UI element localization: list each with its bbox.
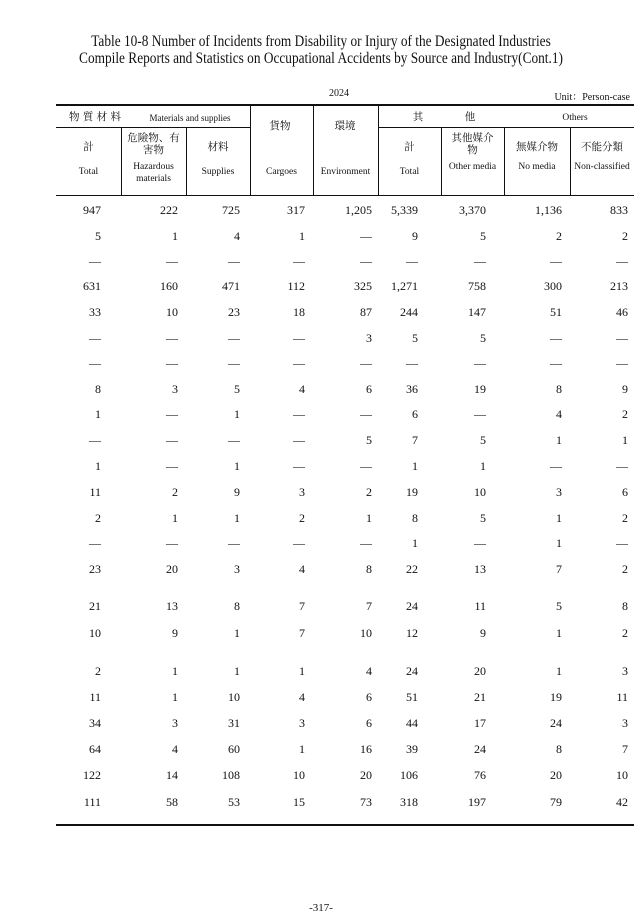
table-cell: 8	[412, 511, 418, 525]
table-cell: —	[360, 407, 372, 421]
table-cell: 16	[360, 742, 372, 756]
table-cell: —	[616, 254, 628, 268]
table-cell: 87	[360, 305, 372, 319]
table-cell: —	[166, 433, 178, 447]
table-cell: 1	[172, 511, 178, 525]
table-cell: 5	[412, 331, 418, 345]
table-cell: 39	[406, 742, 418, 756]
table-cell: 213	[610, 279, 628, 293]
table-cell: —	[166, 536, 178, 550]
table-cell: —	[616, 331, 628, 345]
table-cell: 471	[222, 279, 240, 293]
table-cell: 14	[166, 768, 178, 782]
table-cell: 1	[299, 742, 305, 756]
table-row	[56, 251, 634, 271]
table-cell: 4	[299, 382, 305, 396]
table-row	[56, 404, 634, 424]
table-cell: 5	[480, 511, 486, 525]
table-cell: —	[166, 407, 178, 421]
table-cell: 147	[468, 305, 486, 319]
table-cell: 6	[412, 407, 418, 421]
table-title-line1: Table 10-8 Number of Incidents from Disability or Injury of the Designated Industries	[91, 33, 551, 50]
page-number: -317-	[309, 902, 333, 914]
table-cell: 5	[556, 599, 562, 613]
bottom-rule	[56, 824, 634, 826]
table-cell: 1	[556, 536, 562, 550]
table-cell: —	[89, 331, 101, 345]
table-cell: —	[360, 254, 372, 268]
table-cell: 1	[556, 626, 562, 640]
table-cell: 11	[474, 599, 486, 613]
table-cell: 4	[299, 690, 305, 704]
table-cell: —	[474, 536, 486, 550]
table-cell: 1,271	[391, 279, 418, 293]
table-cell: 10	[89, 626, 101, 640]
table-row	[56, 430, 634, 450]
table-cell: 20	[360, 768, 372, 782]
table-cell: 3	[172, 716, 178, 730]
table-cell: 5	[234, 382, 240, 396]
table-cell: 1	[556, 664, 562, 678]
table-cell: 2	[622, 511, 628, 525]
header-vline-mat-1	[186, 128, 187, 195]
table-row	[56, 456, 634, 476]
table-cell: 2	[622, 407, 628, 421]
table-cell: —	[293, 433, 305, 447]
table-cell: —	[293, 254, 305, 268]
table-cell: 5	[480, 331, 486, 345]
table-cell: 5,339	[391, 203, 418, 217]
table-cell: 2	[299, 511, 305, 525]
table-cell: 6	[366, 382, 372, 396]
table-cell: 5	[480, 433, 486, 447]
table-cell: 19	[550, 690, 562, 704]
table-cell: —	[89, 254, 101, 268]
table-row	[56, 276, 634, 296]
table-cell: 3	[556, 485, 562, 499]
table-cell: 2	[622, 229, 628, 243]
table-cell: 46	[616, 305, 628, 319]
table-cell: 8	[556, 742, 562, 756]
table-cell: 1	[299, 664, 305, 678]
table-cell: —	[166, 331, 178, 345]
table-cell: —	[89, 536, 101, 550]
table-cell: —	[360, 229, 372, 243]
table-cell: —	[616, 459, 628, 473]
unit-label: Unit：Person-case	[554, 92, 630, 103]
column-header-zh-8: 不能分類	[581, 141, 623, 153]
table-cell: 76	[474, 768, 486, 782]
column-header-zh-6: 其他媒介物	[451, 132, 494, 156]
header-vline-main-2	[378, 106, 379, 195]
table-cell: 1,205	[345, 203, 372, 217]
table-cell: 1	[172, 229, 178, 243]
table-cell: 3	[622, 664, 628, 678]
table-cell: —	[360, 459, 372, 473]
table-cell: 1	[234, 664, 240, 678]
table-cell: 300	[544, 279, 562, 293]
table-cell: 3	[299, 485, 305, 499]
table-cell: —	[166, 356, 178, 370]
table-cell: 19	[474, 382, 486, 396]
table-row	[56, 687, 634, 707]
table-row	[56, 226, 634, 246]
header-vline-mat-0	[121, 128, 122, 195]
table-cell: —	[228, 254, 240, 268]
table-cell: —	[474, 407, 486, 421]
table-cell: 2	[556, 229, 562, 243]
table-cell: 1	[172, 664, 178, 678]
table-cell: —	[293, 536, 305, 550]
table-cell: 22	[406, 562, 418, 576]
table-cell: —	[616, 536, 628, 550]
table-cell: 3	[622, 716, 628, 730]
header-others-en: Others	[562, 113, 588, 123]
table-cell: —	[550, 331, 562, 345]
table-cell: 7	[299, 626, 305, 640]
header-divider-others	[378, 127, 634, 128]
table-cell: 631	[83, 279, 101, 293]
table-cell: —	[474, 254, 486, 268]
table-cell: 11	[89, 485, 101, 499]
table-cell: 15	[293, 795, 305, 809]
table-cell: 9	[172, 626, 178, 640]
table-cell: 318	[400, 795, 418, 809]
table-cell: 1	[412, 459, 418, 473]
table-cell: —	[228, 356, 240, 370]
table-cell: 5	[480, 229, 486, 243]
table-cell: 325	[354, 279, 372, 293]
table-cell: 122	[83, 768, 101, 782]
column-header-zh-2: 材料	[207, 141, 229, 153]
table-cell: 23	[89, 562, 101, 576]
header-materials-zh: 物 質 材 料	[68, 111, 121, 123]
table-cell: 21	[474, 690, 486, 704]
table-cell: —	[616, 356, 628, 370]
table-cell: 2	[95, 664, 101, 678]
column-header-en-0: Total	[78, 167, 99, 177]
table-cell: —	[293, 331, 305, 345]
table-cell: —	[89, 433, 101, 447]
table-cell: 11	[616, 690, 628, 704]
table-cell: 42	[616, 795, 628, 809]
table-title-line2: Compile Reports and Statistics on Occupational Accidents by Source and Industry(Cont.1)	[79, 50, 563, 67]
header-bottom-rule	[56, 195, 634, 196]
table-cell: 2	[622, 626, 628, 640]
column-header-en-5: Total	[399, 167, 420, 177]
table-cell: 8	[622, 599, 628, 613]
table-cell: 10	[360, 626, 372, 640]
column-header-en-2: Supplies	[201, 167, 235, 177]
table-cell: 24	[406, 664, 418, 678]
table-cell: 947	[83, 203, 101, 217]
table-cell: —	[474, 356, 486, 370]
table-row	[56, 200, 634, 220]
table-row	[56, 379, 634, 399]
header-divider-materials	[56, 127, 250, 128]
column-header-zh-7: 無媒介物	[516, 141, 558, 153]
table-cell: 13	[474, 562, 486, 576]
table-cell: 7	[622, 742, 628, 756]
table-row	[56, 353, 634, 373]
table-row	[56, 482, 634, 502]
table-cell: 13	[166, 599, 178, 613]
table-cell: 51	[550, 305, 562, 319]
table-cell: 21	[89, 599, 101, 613]
table-cell: 197	[468, 795, 486, 809]
table-cell: 7	[366, 599, 372, 613]
table-cell: —	[360, 356, 372, 370]
table-cell: 222	[160, 203, 178, 217]
table-cell: 24	[474, 742, 486, 756]
header-cargoes-zh: 貨物	[269, 120, 291, 132]
table-cell: —	[89, 356, 101, 370]
table-cell: 1	[622, 433, 628, 447]
table-cell: —	[166, 254, 178, 268]
table-row	[56, 739, 634, 759]
table-cell: 51	[406, 690, 418, 704]
table-cell: 3	[299, 716, 305, 730]
table-row	[56, 559, 634, 579]
table-cell: 60	[228, 742, 240, 756]
table-cell: —	[360, 536, 372, 550]
table-cell: 3,370	[459, 203, 486, 217]
table-cell: —	[228, 433, 240, 447]
table-cell: —	[550, 459, 562, 473]
header-others-zh-2: 他	[464, 111, 476, 123]
table-cell: 1	[556, 433, 562, 447]
table-cell: 725	[222, 203, 240, 217]
table-cell: 10	[228, 690, 240, 704]
table-cell: 34	[89, 716, 101, 730]
table-cell: 1	[95, 459, 101, 473]
column-header-en-8: Non-classified	[574, 162, 630, 172]
table-cell: 833	[610, 203, 628, 217]
header-vline-oth-1	[504, 128, 505, 195]
top-rule	[56, 104, 634, 106]
table-cell: 2	[622, 562, 628, 576]
table-cell: 1	[234, 459, 240, 473]
table-cell: —	[228, 536, 240, 550]
table-cell: 18	[293, 305, 305, 319]
table-cell: 1	[412, 536, 418, 550]
table-cell: 1	[234, 407, 240, 421]
table-cell: 1	[172, 690, 178, 704]
table-cell: 31	[228, 716, 240, 730]
table-cell: 758	[468, 279, 486, 293]
table-row	[56, 792, 634, 812]
table-cell: —	[550, 356, 562, 370]
table-cell: 1	[556, 511, 562, 525]
table-cell: 11	[89, 690, 101, 704]
table-cell: 6	[366, 690, 372, 704]
table-cell: 8	[95, 382, 101, 396]
table-cell: 8	[366, 562, 372, 576]
table-cell: 1	[234, 511, 240, 525]
table-cell: —	[406, 254, 418, 268]
table-cell: 64	[89, 742, 101, 756]
table-cell: —	[166, 459, 178, 473]
table-cell: 7	[412, 433, 418, 447]
table-cell: 160	[160, 279, 178, 293]
table-cell: 5	[95, 229, 101, 243]
table-cell: —	[293, 356, 305, 370]
table-row	[56, 328, 634, 348]
table-cell: —	[228, 331, 240, 345]
table-cell: 8	[556, 382, 562, 396]
table-row	[56, 533, 634, 553]
table-cell: 3	[366, 331, 372, 345]
table-cell: 4	[234, 229, 240, 243]
table-cell: 20	[474, 664, 486, 678]
table-cell: 20	[166, 562, 178, 576]
table-row	[56, 508, 634, 528]
header-materials-en: Materials and supplies	[149, 113, 231, 123]
table-cell: 244	[400, 305, 418, 319]
table-row	[56, 302, 634, 322]
table-cell: 53	[228, 795, 240, 809]
header-others-zh-1: 其	[412, 111, 424, 123]
header-vline-oth-0	[441, 128, 442, 195]
table-cell: 2	[172, 485, 178, 499]
table-cell: 10	[616, 768, 628, 782]
table-cell: 9	[480, 626, 486, 640]
table-cell: 112	[287, 279, 305, 293]
table-cell: 4	[556, 407, 562, 421]
table-cell: 108	[222, 768, 240, 782]
table-cell: 106	[400, 768, 418, 782]
table-cell: 19	[406, 485, 418, 499]
table-cell: 4	[172, 742, 178, 756]
table-cell: 6	[366, 716, 372, 730]
table-cell: 24	[406, 599, 418, 613]
column-header-zh-1: 危險物、有害物	[127, 132, 180, 156]
year-label: 2024	[329, 88, 349, 99]
table-cell: —	[293, 407, 305, 421]
table-cell: 73	[360, 795, 372, 809]
table-row	[56, 765, 634, 785]
table-cell: 20	[550, 768, 562, 782]
table-cell: 10	[166, 305, 178, 319]
table-cell: 6	[622, 485, 628, 499]
table-cell: 2	[95, 511, 101, 525]
table-row	[56, 713, 634, 733]
table-cell: 79	[550, 795, 562, 809]
table-cell: —	[293, 459, 305, 473]
table-cell: 9	[234, 485, 240, 499]
table-cell: 1	[366, 511, 372, 525]
column-header-en-4: Environment	[320, 167, 371, 177]
table-cell: 1	[299, 229, 305, 243]
table-cell: 1	[480, 459, 486, 473]
table-cell: 1	[234, 626, 240, 640]
header-environment-zh: 環境	[334, 120, 356, 132]
table-cell: 3	[172, 382, 178, 396]
table-cell: 111	[83, 795, 101, 809]
table-cell: 1	[95, 407, 101, 421]
table-cell: 17	[474, 716, 486, 730]
column-header-en-7: No media	[518, 162, 556, 172]
table-cell: 9	[622, 382, 628, 396]
table-cell: —	[550, 254, 562, 268]
table-cell: 8	[234, 599, 240, 613]
table-cell: 24	[550, 716, 562, 730]
table-row	[56, 661, 634, 681]
table-cell: 10	[293, 768, 305, 782]
table-cell: 36	[406, 382, 418, 396]
column-header-en-6: Other media	[448, 162, 497, 172]
column-header-en-1: Hazardous materials	[133, 162, 174, 184]
table-cell: 23	[228, 305, 240, 319]
table-cell: 7	[556, 562, 562, 576]
table-cell: 33	[89, 305, 101, 319]
table-cell: 3	[234, 562, 240, 576]
table-row	[56, 596, 634, 616]
table-cell: 5	[366, 433, 372, 447]
column-header-zh-0: 計	[83, 141, 94, 153]
table-cell: 4	[366, 664, 372, 678]
table-cell: 2	[366, 485, 372, 499]
table-cell: 9	[412, 229, 418, 243]
table-cell: —	[406, 356, 418, 370]
column-header-zh-5: 計	[404, 141, 415, 153]
table-cell: 4	[299, 562, 305, 576]
table-cell: 10	[474, 485, 486, 499]
column-header-en-3: Cargoes	[266, 167, 297, 177]
table-cell: 317	[287, 203, 305, 217]
table-cell: 44	[406, 716, 418, 730]
table-cell: 7	[299, 599, 305, 613]
table-cell: 12	[406, 626, 418, 640]
table-cell: 1,136	[535, 203, 562, 217]
table-row	[56, 623, 634, 643]
header-vline-oth-2	[570, 128, 571, 195]
table-cell: 58	[166, 795, 178, 809]
